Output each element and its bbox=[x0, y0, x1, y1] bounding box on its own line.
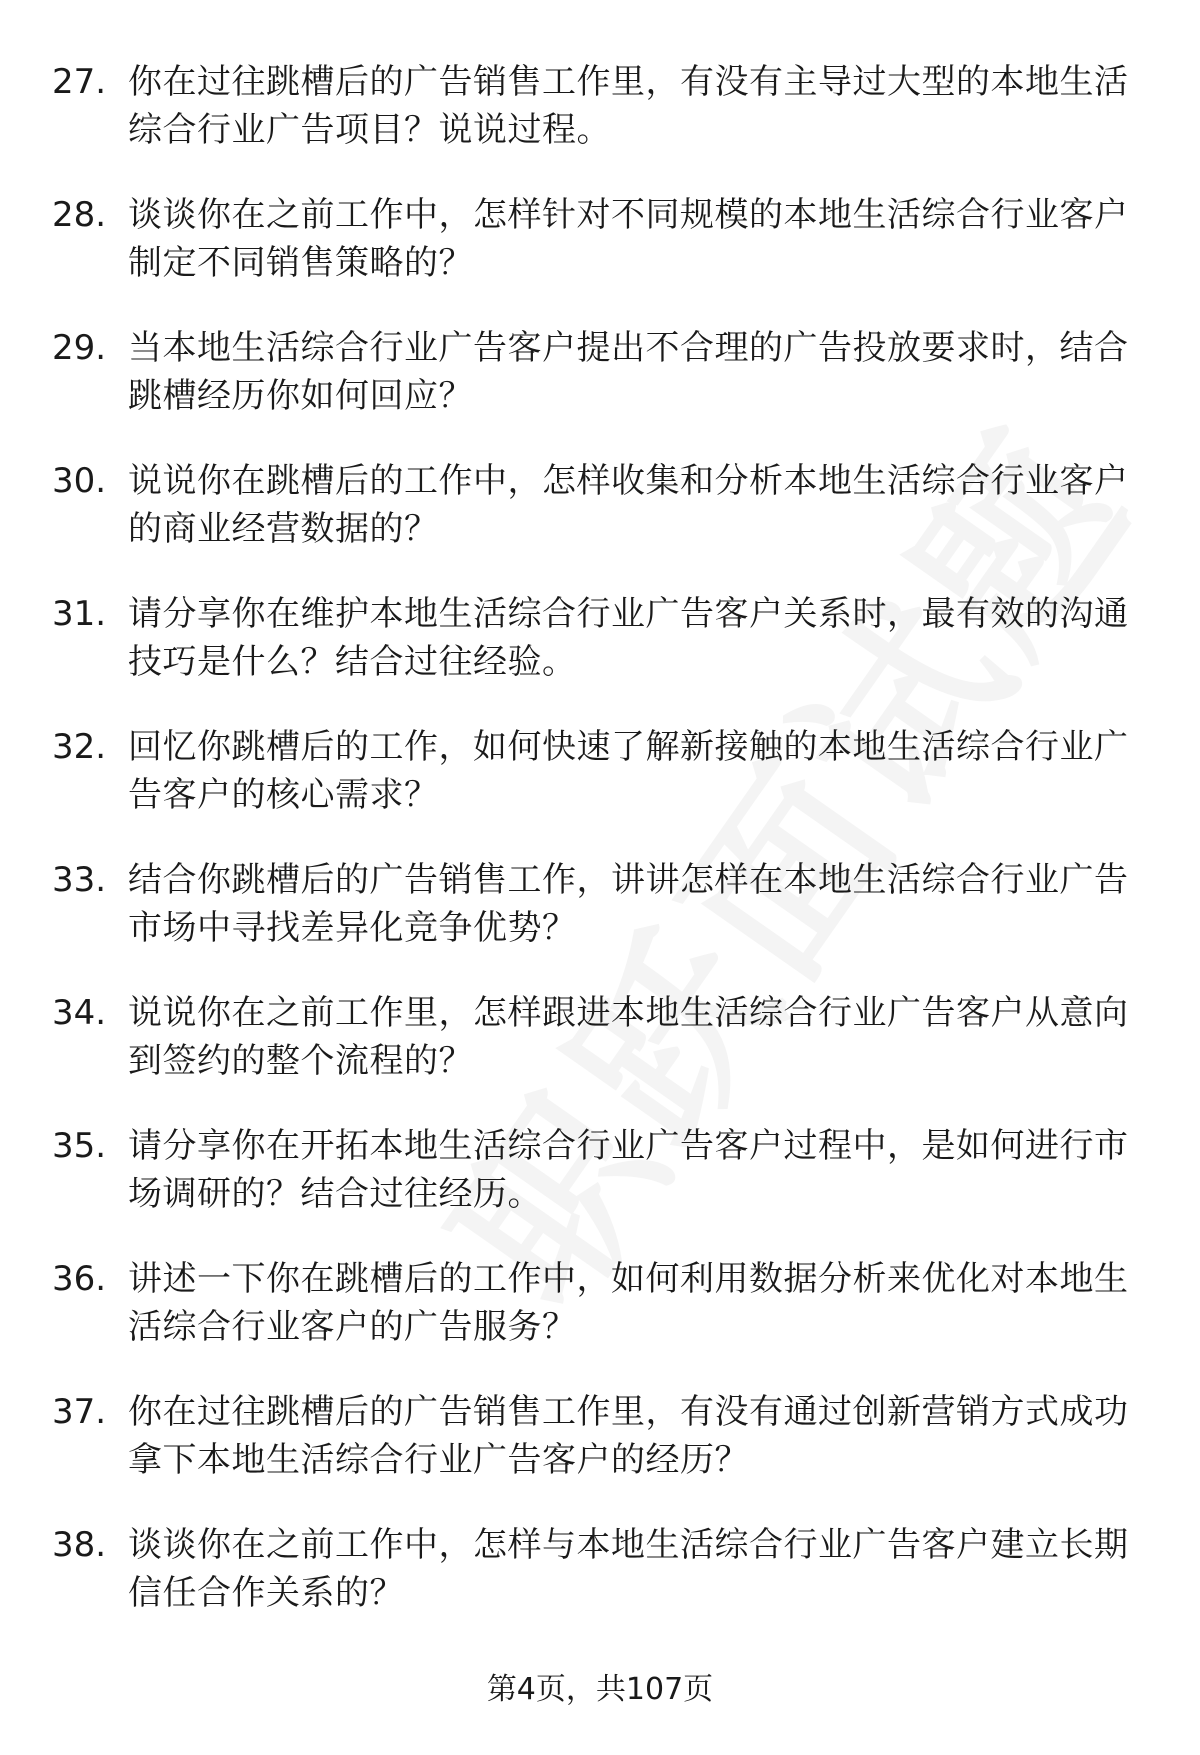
page-footer bbox=[0, 1670, 1200, 1710]
question-item-29 bbox=[52, 324, 1152, 420]
question-text: 你在过往跳槽后的广告销售工作里，有没有通过创新营销方式成功拿下本地生活综合行业广告客户的经历？ bbox=[128, 1392, 1129, 1480]
question-text: 当本地生活综合行业广告客户提出不合理的广告投放要求时，结合跳槽经历你如何回应？ bbox=[128, 328, 1129, 416]
question-text: 说说你在跳槽后的工作中，怎样收集和分析本地生活综合行业客户的商业经营数据的？ bbox=[128, 461, 1129, 549]
question-item-35 bbox=[52, 1122, 1152, 1218]
question-text: 谈谈你在之前工作中，怎样与本地生活综合行业广告客户建立长期信任合作关系的？ bbox=[128, 1525, 1129, 1613]
question-text: 请分享你在维护本地生活综合行业广告客户关系时，最有效的沟通技巧是什么？结合过往经验。 bbox=[128, 594, 1129, 682]
question-number: 30. bbox=[52, 461, 107, 501]
question-number: 31. bbox=[52, 594, 107, 634]
question-text: 结合你跳槽后的广告销售工作，讲讲怎样在本地生活综合行业广告市场中寻找差异化竞争优势？ bbox=[128, 860, 1129, 948]
question-number: 36. bbox=[52, 1259, 107, 1299]
question-item-28 bbox=[52, 191, 1152, 287]
question-number: 34. bbox=[52, 993, 107, 1033]
question-item-30 bbox=[52, 457, 1152, 553]
question-item-34 bbox=[52, 989, 1152, 1085]
question-text: 请分享你在开拓本地生活综合行业广告客户过程中，是如何进行市场调研的？结合过往经历。 bbox=[128, 1126, 1129, 1214]
question-list bbox=[52, 58, 1152, 1654]
question-item-37 bbox=[52, 1388, 1152, 1484]
question-number: 35. bbox=[52, 1126, 107, 1166]
page-number-label: 第4页，共107页 bbox=[486, 1672, 714, 1707]
question-number: 27. bbox=[52, 62, 107, 102]
question-text: 讲述一下你在跳槽后的工作中，如何利用数据分析来优化对本地生活综合行业客户的广告服务？ bbox=[128, 1259, 1129, 1347]
question-text: 谈谈你在之前工作中，怎样针对不同规模的本地生活综合行业客户制定不同销售策略的？ bbox=[128, 195, 1129, 283]
question-item-36 bbox=[52, 1255, 1152, 1351]
question-number: 37. bbox=[52, 1392, 107, 1432]
question-number: 33. bbox=[52, 860, 107, 900]
question-number: 29. bbox=[52, 328, 107, 368]
question-item-27 bbox=[52, 58, 1152, 154]
question-number: 28. bbox=[52, 195, 107, 235]
question-item-31 bbox=[52, 590, 1152, 686]
question-item-32 bbox=[52, 723, 1152, 819]
question-text: 你在过往跳槽后的广告销售工作里，有没有主导过大型的本地生活综合行业广告项目？说说过程。 bbox=[128, 62, 1129, 150]
question-number: 32. bbox=[52, 727, 107, 767]
question-text: 说说你在之前工作里，怎样跟进本地生活综合行业广告客户从意向到签约的整个流程的？ bbox=[128, 993, 1129, 1081]
question-text: 回忆你跳槽后的工作，如何快速了解新接触的本地生活综合行业广告客户的核心需求？ bbox=[128, 727, 1129, 815]
question-item-38 bbox=[52, 1521, 1152, 1617]
question-item-33 bbox=[52, 856, 1152, 952]
question-number: 38. bbox=[52, 1525, 107, 1565]
